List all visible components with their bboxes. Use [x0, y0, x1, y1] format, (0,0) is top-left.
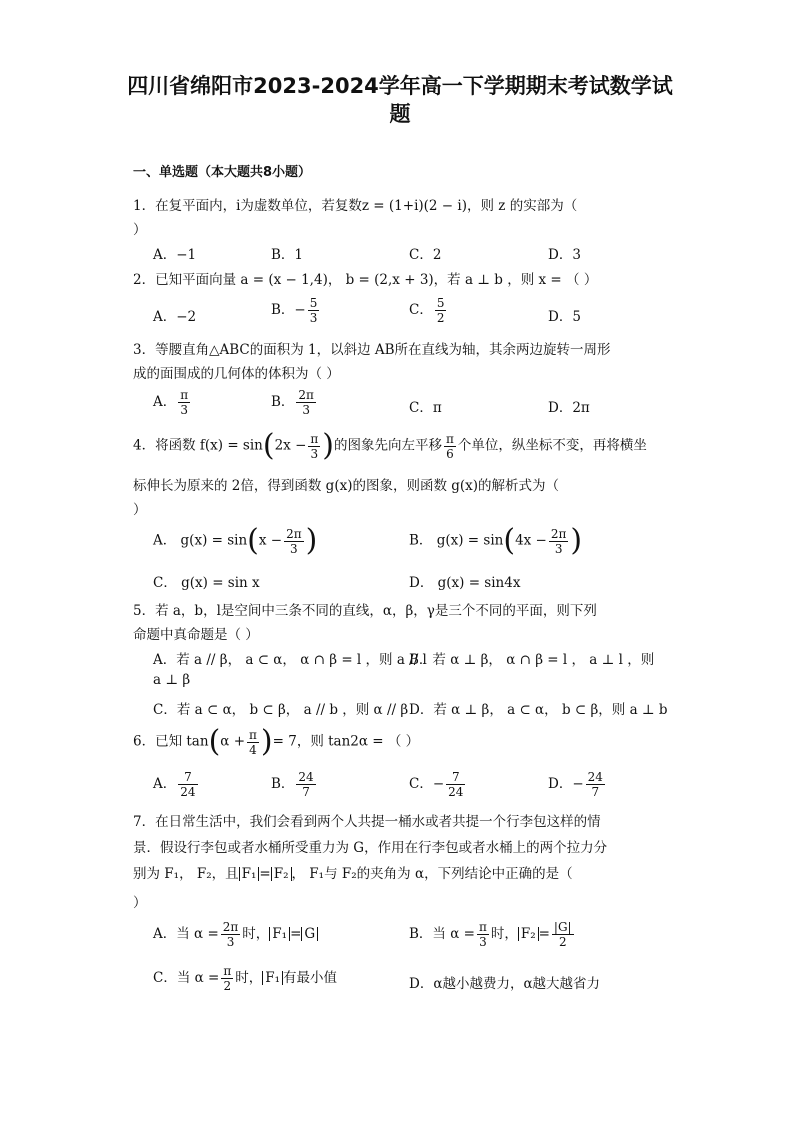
denominator: 3	[310, 446, 319, 461]
q7-option-c-suffix: 有最小值	[283, 970, 338, 986]
q7-option-a-eq: =	[290, 926, 302, 942]
paren-close: )	[570, 523, 583, 558]
q3-option-a	[153, 388, 192, 417]
q7-option-c-abs-f1: F₁	[262, 971, 283, 985]
exam-title-line1: 四川省绵阳市2023-2024学年高一下学期期末考试数学试	[127, 74, 673, 98]
q1-option-d: D．3	[548, 247, 581, 263]
q3-stem-line1: 3．等腰直角△ABC的面积为 1，以斜边 AB所在直线为轴，其余两边旋转一周形	[133, 342, 611, 358]
q6-stem-fraction	[247, 728, 259, 757]
q4-stem-part-a: 4．将函数 f(x) = sin	[133, 437, 263, 454]
q2-option-b-fraction	[308, 296, 320, 325]
q6-option-b	[271, 770, 318, 799]
q2-option-a: A．−2	[153, 309, 197, 325]
q4-stem-fraction	[308, 432, 320, 461]
numerator: π	[446, 431, 454, 446]
q4-option-b-fraction	[549, 527, 569, 556]
q6-option-b-fraction	[296, 770, 315, 799]
paren-close: )	[260, 724, 273, 759]
q6-option-a-prefix: A．	[153, 776, 177, 792]
q4-option-b-arg: 4x −	[515, 532, 547, 549]
q1-close: ）	[133, 222, 147, 238]
q4-stem-part-b: 2x −	[274, 437, 307, 454]
denominator: 2	[223, 979, 232, 993]
q4-option-a-func: A． g(x) = sin	[153, 532, 248, 549]
q7-abs-f1: F₁	[239, 867, 260, 881]
q4-option-b	[409, 523, 583, 558]
q7-option-b	[409, 920, 576, 949]
q3-option-b-fraction	[296, 388, 316, 417]
numerator: 7	[446, 770, 465, 785]
q3-option-d: D．2π	[548, 400, 590, 416]
q2-option-c-prefix: C．	[409, 302, 433, 318]
q7-stem3-part-b: ， F₁与 F₂的夹角为 α，下列结论中正确的是（	[291, 866, 573, 882]
q2-option-c-fraction	[435, 296, 447, 325]
q4-close: ）	[133, 502, 147, 518]
paren-close: )	[305, 523, 318, 558]
denominator: 3	[554, 541, 563, 556]
numerator: 24	[587, 770, 603, 784]
denominator: 3	[309, 311, 318, 325]
exam-title-line2: 题	[389, 102, 411, 126]
q5-option-b: B．若 α ⊥ β， α ∩ β = l ， a ⊥ l ，则	[409, 652, 655, 668]
q6-stem-part-a: 6．已知 tan	[133, 733, 209, 750]
q3-stem-line2: 成的面围成的几何体的体积为（ ）	[133, 366, 340, 382]
q7-abs-f2: F₂	[271, 867, 292, 881]
q5-stem-line1: 5．若 a，b，l是空间中三条不同的直线，α，β，γ是三个不同的平面，则下列	[133, 603, 597, 619]
q7-stem-line3	[133, 862, 573, 882]
q7-option-c-when: 时，	[235, 970, 263, 986]
numerator: π	[180, 388, 189, 402]
q7-option-c-fraction	[221, 964, 233, 993]
denominator: 3	[302, 403, 310, 417]
q5-option-b-continued: a ⊥ β	[153, 672, 191, 688]
q3-option-b	[271, 388, 318, 417]
q6-option-d-fraction	[586, 770, 605, 799]
q7-option-b-eq: =	[538, 926, 550, 942]
q3-option-c: C．π	[409, 400, 442, 416]
denominator: 4	[249, 742, 257, 757]
q6-option-b-prefix: B．	[271, 776, 295, 792]
q2-stem: 2．已知平面向量 a = (x − 1,4)， b = (2,x + 3)，若 a ⊥ b ，则 x = （ ）	[133, 272, 598, 288]
q7-option-a-prefix: A．当 α =	[153, 926, 219, 942]
q4-option-c: C． g(x) = sin x	[153, 575, 260, 591]
q6-option-c	[409, 770, 467, 799]
q7-option-b-g-fraction	[552, 920, 574, 949]
q1-option-c: C．2	[409, 247, 442, 263]
q4-shift-fraction	[444, 432, 456, 461]
denominator: 3	[479, 935, 487, 949]
paren-open: (	[262, 428, 275, 463]
numerator: 2π	[222, 920, 239, 934]
q3-option-b-prefix: B．	[271, 394, 295, 410]
q2-option-d: D．5	[548, 309, 581, 325]
q2-option-b	[271, 296, 321, 325]
q7-stem3-eq: =	[259, 866, 271, 882]
numerator: |G|	[553, 920, 572, 934]
q4-stem-part-c: 的图象先向左平移	[334, 437, 442, 454]
q6-option-d-prefix: D．−	[548, 776, 584, 792]
q2-option-b-prefix: B．−	[271, 302, 306, 318]
q6-stem	[133, 724, 420, 759]
q7-option-c-prefix: C．当 α =	[153, 970, 220, 986]
q7-stem-line2: 景．假设行李包或者水桶所受重力为 G，作用在行李包或者水桶上的两个拉力分	[133, 840, 608, 856]
q6-option-a	[153, 770, 200, 799]
q7-stem-line1: 7．在日常生活中，我们会看到两个人共提一桶水或者共提一个行李包这样的情	[133, 814, 601, 830]
q5-option-a: A．若 a // β， a ⊂ α， α ∩ β = l ，则 a // l	[153, 652, 427, 668]
q6-option-a-fraction	[178, 770, 197, 799]
denominator: 3	[180, 403, 189, 417]
q7-option-b-abs-f2: F₂	[518, 927, 539, 941]
q4-option-a	[153, 523, 318, 558]
numerator: 7	[178, 770, 197, 785]
numerator: π	[478, 920, 487, 934]
q4-option-a-fraction	[284, 527, 304, 556]
paren-open: (	[208, 724, 221, 759]
denominator: 3	[226, 935, 235, 949]
denominator: 6	[446, 446, 454, 461]
numerator: 24	[298, 770, 314, 784]
q1-option-a: A．−1	[153, 247, 197, 263]
numerator: π	[310, 431, 319, 446]
q4-stem-line2: 标伸长为原来的 2倍，得到函数 g(x)的图象，则函数 g(x)的解析式为（	[133, 478, 560, 494]
section-heading: 一、单选题（本大题共8小题）	[133, 165, 312, 180]
numerator: 2π	[550, 526, 567, 541]
paren-close: )	[322, 428, 334, 463]
q7-close: ）	[133, 895, 147, 911]
q6-option-c-prefix: C．−	[409, 776, 445, 792]
paren-open: (	[503, 523, 516, 558]
denominator: 7	[302, 785, 310, 799]
numerator: 5	[309, 296, 318, 310]
q5-stem-line2: 命题中真命题是（ ）	[133, 627, 259, 643]
denominator: 3	[290, 541, 298, 556]
numerator: 2π	[286, 526, 302, 541]
q3-option-a-prefix: A．	[153, 394, 177, 410]
denominator: 24	[448, 785, 464, 799]
paren-open: (	[247, 523, 259, 558]
q7-option-b-when: 时，	[490, 926, 518, 942]
q7-option-a-when: 时，	[242, 926, 270, 942]
q4-option-b-func: B． g(x) = sin	[409, 532, 504, 549]
denominator: 2	[558, 935, 567, 949]
q1-option-b: B．1	[271, 247, 304, 263]
q4-option-d: D． g(x) = sin4x	[409, 575, 521, 591]
q5-option-d: D．若 α ⊥ β， a ⊂ α， b ⊂ β，则 a ⊥ b	[409, 702, 668, 718]
q6-option-d	[548, 770, 607, 799]
q6-stem-part-c: = 7，则 tan2α = （ ）	[272, 733, 420, 750]
numerator: π	[223, 964, 232, 978]
q7-option-b-prefix: B．当 α =	[409, 926, 475, 942]
denominator: 2	[436, 311, 445, 325]
q7-option-b-fraction	[477, 920, 489, 949]
q7-option-a-fraction	[221, 920, 241, 949]
denominator: 7	[591, 785, 600, 799]
q7-option-a-abs-f1: F₁	[269, 927, 290, 941]
q4-stem-line1	[133, 428, 647, 463]
q7-option-d: D．α越小越费力，α越大越省力	[409, 976, 601, 992]
q7-stem3-part-a: 别为 F₁， F₂，且	[133, 866, 239, 882]
q1-stem: 1．在复平面内，i为虚数单位，若复数z = (1+i)(2 − i)，则 z 的实部为（	[133, 198, 578, 214]
q7-option-a-abs-g: G	[301, 927, 318, 941]
q4-option-a-arg: x −	[258, 532, 283, 549]
numerator: π	[249, 727, 257, 742]
q6-option-c-fraction	[446, 770, 465, 799]
q4-stem-part-d: 个单位，纵坐标不变，再将横坐	[457, 437, 647, 454]
q7-option-c	[153, 964, 337, 993]
q3-option-a-fraction	[178, 388, 190, 417]
numerator: 5	[436, 296, 445, 310]
q2-option-c	[409, 296, 448, 325]
numerator: 2π	[298, 388, 314, 402]
q6-stem-part-b: α +	[220, 733, 246, 750]
q7-option-a	[153, 920, 318, 949]
denominator: 24	[180, 785, 196, 799]
q5-option-c: C．若 a ⊂ α， b ⊂ β， a // b ，则 α // β	[153, 702, 409, 718]
